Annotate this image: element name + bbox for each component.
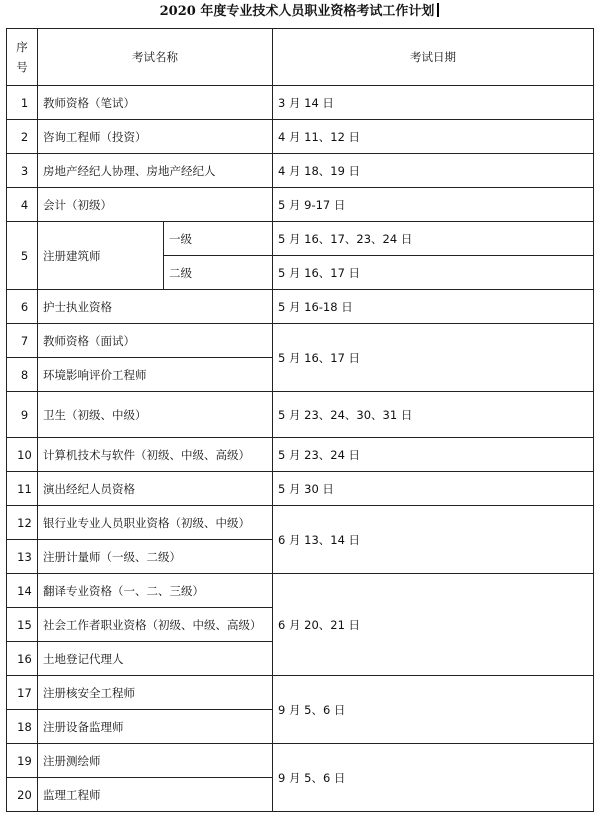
row-date: 3 月 14 日 xyxy=(273,86,594,120)
row-name: 演出经纪人员资格 xyxy=(38,472,273,506)
header-seq: 序 号 xyxy=(7,29,38,86)
table-row xyxy=(7,438,594,472)
row-seq: 7 xyxy=(7,324,38,358)
table-row xyxy=(7,120,594,154)
header-name: 考试名称 xyxy=(38,29,273,86)
row-seq: 13 xyxy=(7,540,38,574)
table-row xyxy=(7,154,594,188)
page-title xyxy=(0,0,599,24)
table-row xyxy=(7,676,594,710)
row-date: 5 月 16、17、23、24 日 xyxy=(273,222,594,256)
table-row xyxy=(7,392,594,438)
row-name: 监理工程师 xyxy=(38,778,273,812)
header-date: 考试日期 xyxy=(273,29,594,86)
row-seq: 4 xyxy=(7,188,38,222)
row-seq: 19 xyxy=(7,744,38,778)
row-seq: 18 xyxy=(7,710,38,744)
row-seq: 20 xyxy=(7,778,38,812)
table-row xyxy=(7,290,594,324)
row-name: 会计（初级） xyxy=(38,188,273,222)
row-name: 社会工作者职业资格（初级、中级、高级） xyxy=(38,608,273,642)
table-row xyxy=(7,744,594,778)
table-row xyxy=(7,506,594,540)
row-seq: 9 xyxy=(7,392,38,438)
row-seq: 6 xyxy=(7,290,38,324)
row-sub-level: 二级 xyxy=(164,256,273,290)
exam-schedule-table xyxy=(6,28,594,812)
table-row xyxy=(7,324,594,358)
row-date: 5 月 30 日 xyxy=(273,472,594,506)
row-name: 注册设备监理师 xyxy=(38,710,273,744)
row-seq: 16 xyxy=(7,642,38,676)
row-name: 环境影响评价工程师 xyxy=(38,358,273,392)
row-seq: 2 xyxy=(7,120,38,154)
row-name: 教师资格（笔试） xyxy=(38,86,273,120)
row-sub-level: 一级 xyxy=(164,222,273,256)
table-row xyxy=(7,472,594,506)
row-date: 6 月 13、14 日 xyxy=(273,506,594,574)
row-seq: 14 xyxy=(7,574,38,608)
row-seq: 10 xyxy=(7,438,38,472)
table-row xyxy=(7,222,594,256)
row-date: 5 月 16、17 日 xyxy=(273,324,594,392)
row-name: 房地产经纪人协理、房地产经纪人 xyxy=(38,154,273,188)
row-date: 5 月 16-18 日 xyxy=(273,290,594,324)
table-row xyxy=(7,188,594,222)
title-text: 2020 年度专业技术人员职业资格考试工作计划 xyxy=(159,4,435,19)
row-date: 6 月 20、21 日 xyxy=(273,574,594,676)
row-seq: 3 xyxy=(7,154,38,188)
table-row xyxy=(7,86,594,120)
row-date: 5 月 23、24、30、31 日 xyxy=(273,392,594,438)
row-name: 卫生（初级、中级） xyxy=(38,392,273,438)
row-name: 咨询工程师（投资） xyxy=(38,120,273,154)
row-date: 9 月 5、6 日 xyxy=(273,676,594,744)
row-seq: 15 xyxy=(7,608,38,642)
row-date: 4 月 11、12 日 xyxy=(273,120,594,154)
row-seq: 17 xyxy=(7,676,38,710)
row-name: 注册建筑师 xyxy=(38,222,164,290)
row-name: 注册计量师（一级、二级） xyxy=(38,540,273,574)
row-date: 5 月 23、24 日 xyxy=(273,438,594,472)
row-seq: 8 xyxy=(7,358,38,392)
table-header-row xyxy=(7,29,594,86)
row-name: 教师资格（面试） xyxy=(38,324,273,358)
row-date: 5 月 16、17 日 xyxy=(273,256,594,290)
row-date: 4 月 18、19 日 xyxy=(273,154,594,188)
row-name: 银行业专业人员职业资格（初级、中级） xyxy=(38,506,273,540)
row-name: 土地登记代理人 xyxy=(38,642,273,676)
row-seq: 12 xyxy=(7,506,38,540)
text-cursor xyxy=(437,3,439,17)
row-seq: 1 xyxy=(7,86,38,120)
row-seq: 5 xyxy=(7,222,38,290)
row-date: 9 月 5、6 日 xyxy=(273,744,594,812)
row-name: 翻译专业资格（一、二、三级） xyxy=(38,574,273,608)
row-seq: 11 xyxy=(7,472,38,506)
row-name: 注册核安全工程师 xyxy=(38,676,273,710)
row-name: 计算机技术与软件（初级、中级、高级） xyxy=(38,438,273,472)
row-name: 注册测绘师 xyxy=(38,744,273,778)
row-name: 护士执业资格 xyxy=(38,290,273,324)
table-row xyxy=(7,574,594,608)
row-date: 5 月 9-17 日 xyxy=(273,188,594,222)
